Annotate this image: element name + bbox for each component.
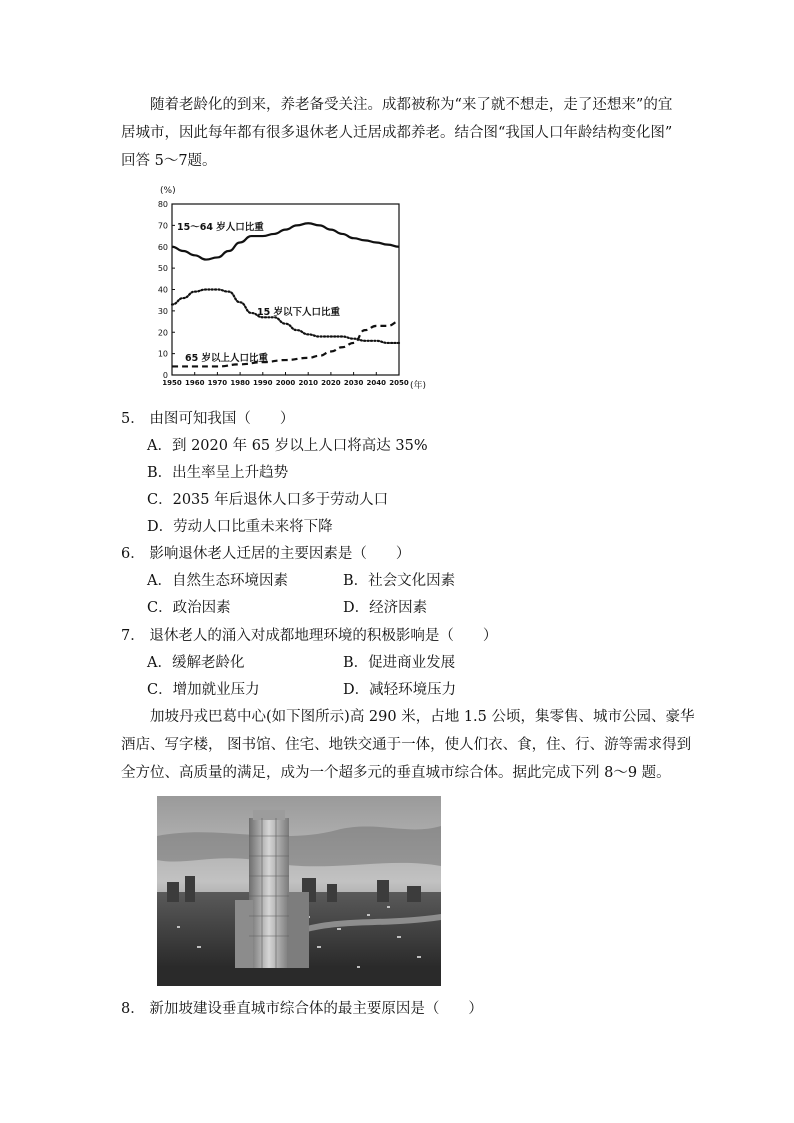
x-unit-label: (年) [410,381,427,391]
question-6-option-b: B．社会文化因素 [343,573,456,589]
x-tick-label: 1960 [184,379,205,387]
question-6-option-c: C．政治因素 [147,600,231,616]
intro-line-3: 回答 5～7题。 [121,153,217,169]
x-tick-label: 1990 [253,379,273,387]
passage-2-line-2: 酒店、写字楼， 图书馆、住宅、地铁交通于一体，使人们衣、食，住、行、游等需求得到 [121,737,692,753]
y-tick-label: 60 [157,242,168,252]
y-tick-label: 40 [157,285,168,295]
y-tick-label: 0 [162,371,168,380]
x-tick-label: 1970 [207,379,228,387]
passage-2-paragraph [121,703,695,787]
question-6-option-a: A．自然生态环境因素 [147,573,288,589]
question-6-option-d: D．经济因素 [343,600,428,616]
question-6-stem: 6． 影响退休老人迁居的主要因素是（ ） [121,546,411,562]
x-tick-label: 2010 [298,379,318,387]
x-tick-label: 2000 [275,379,296,387]
intro-paragraph [121,91,681,175]
x-tick-label: 2030 [343,379,364,387]
x-tick-label: 2050 [389,379,409,387]
x-tick-label: 2020 [321,379,341,387]
question-8-stem: 8． 新加坡建设垂直城市综合体的最主要原因是（ ） [121,1001,483,1017]
y-tick-label: 50 [157,264,168,274]
question-7-option-a: A．缓解老龄化 [147,655,245,671]
intro-line-1: 随着老龄化的到来，养老备受关注。成都被称为“来了就不想走，走了还想来”的宜 [150,97,673,113]
series-label-over-65: 65 岁以上人口比重 [185,353,269,364]
series-label-working-age: 15～64 岁人口比重 [177,222,264,233]
y-tick-label: 80 [157,200,168,209]
question-7-option-c: C．增加就业压力 [147,682,260,698]
y-tick-label: 30 [157,306,168,316]
question-7-option-b: B．促进商业发展 [343,655,456,671]
x-tick-label: 1950 [162,379,182,387]
y-tick-label: 70 [157,221,168,231]
x-tick-label: 2040 [366,379,387,387]
tanjong-pagar-centre-photo [157,796,441,986]
y-tick-label: 20 [157,328,168,338]
passage-2-line-3: 全方位、高质量的满足，成为一个超多元的垂直城市综合体。据此完成下列 8～9 题。 [121,765,671,781]
x-tick-label: 1980 [230,379,250,387]
population-age-structure-chart [145,180,445,395]
passage-2-line-1: 加坡丹戎巴葛中心(如下图所示)高 290 米，占地 1.5 公顷，集零售、城市公园、豪华 [150,709,695,725]
question-5-stem: 5． 由图可知我国（ ） [121,411,295,427]
question-5-option-c: C．2035 年后退休人口多于劳动人口 [147,492,389,508]
y-unit-label: (%) [160,186,176,196]
question-7-stem: 7． 退休老人的涌入对成都地理环境的积极影响是（ ） [121,628,498,644]
question-5-option-a: A．到 2020 年 65 岁以上人口将高达 35% [147,438,428,454]
intro-line-2: 居城市，因此每年都有很多退休老人迁居成都养老。结合图“我国人口年龄结构变化图” [121,125,673,141]
series-label-under-15: 15 岁以下人口比重 [257,307,341,318]
question-7-option-d: D．减轻环境压力 [343,682,457,698]
question-5-option-b: B．出生率呈上升趋势 [147,465,289,481]
y-tick-label: 10 [157,349,168,359]
question-5-option-d: D．劳动人口比重未来将下降 [147,519,333,535]
